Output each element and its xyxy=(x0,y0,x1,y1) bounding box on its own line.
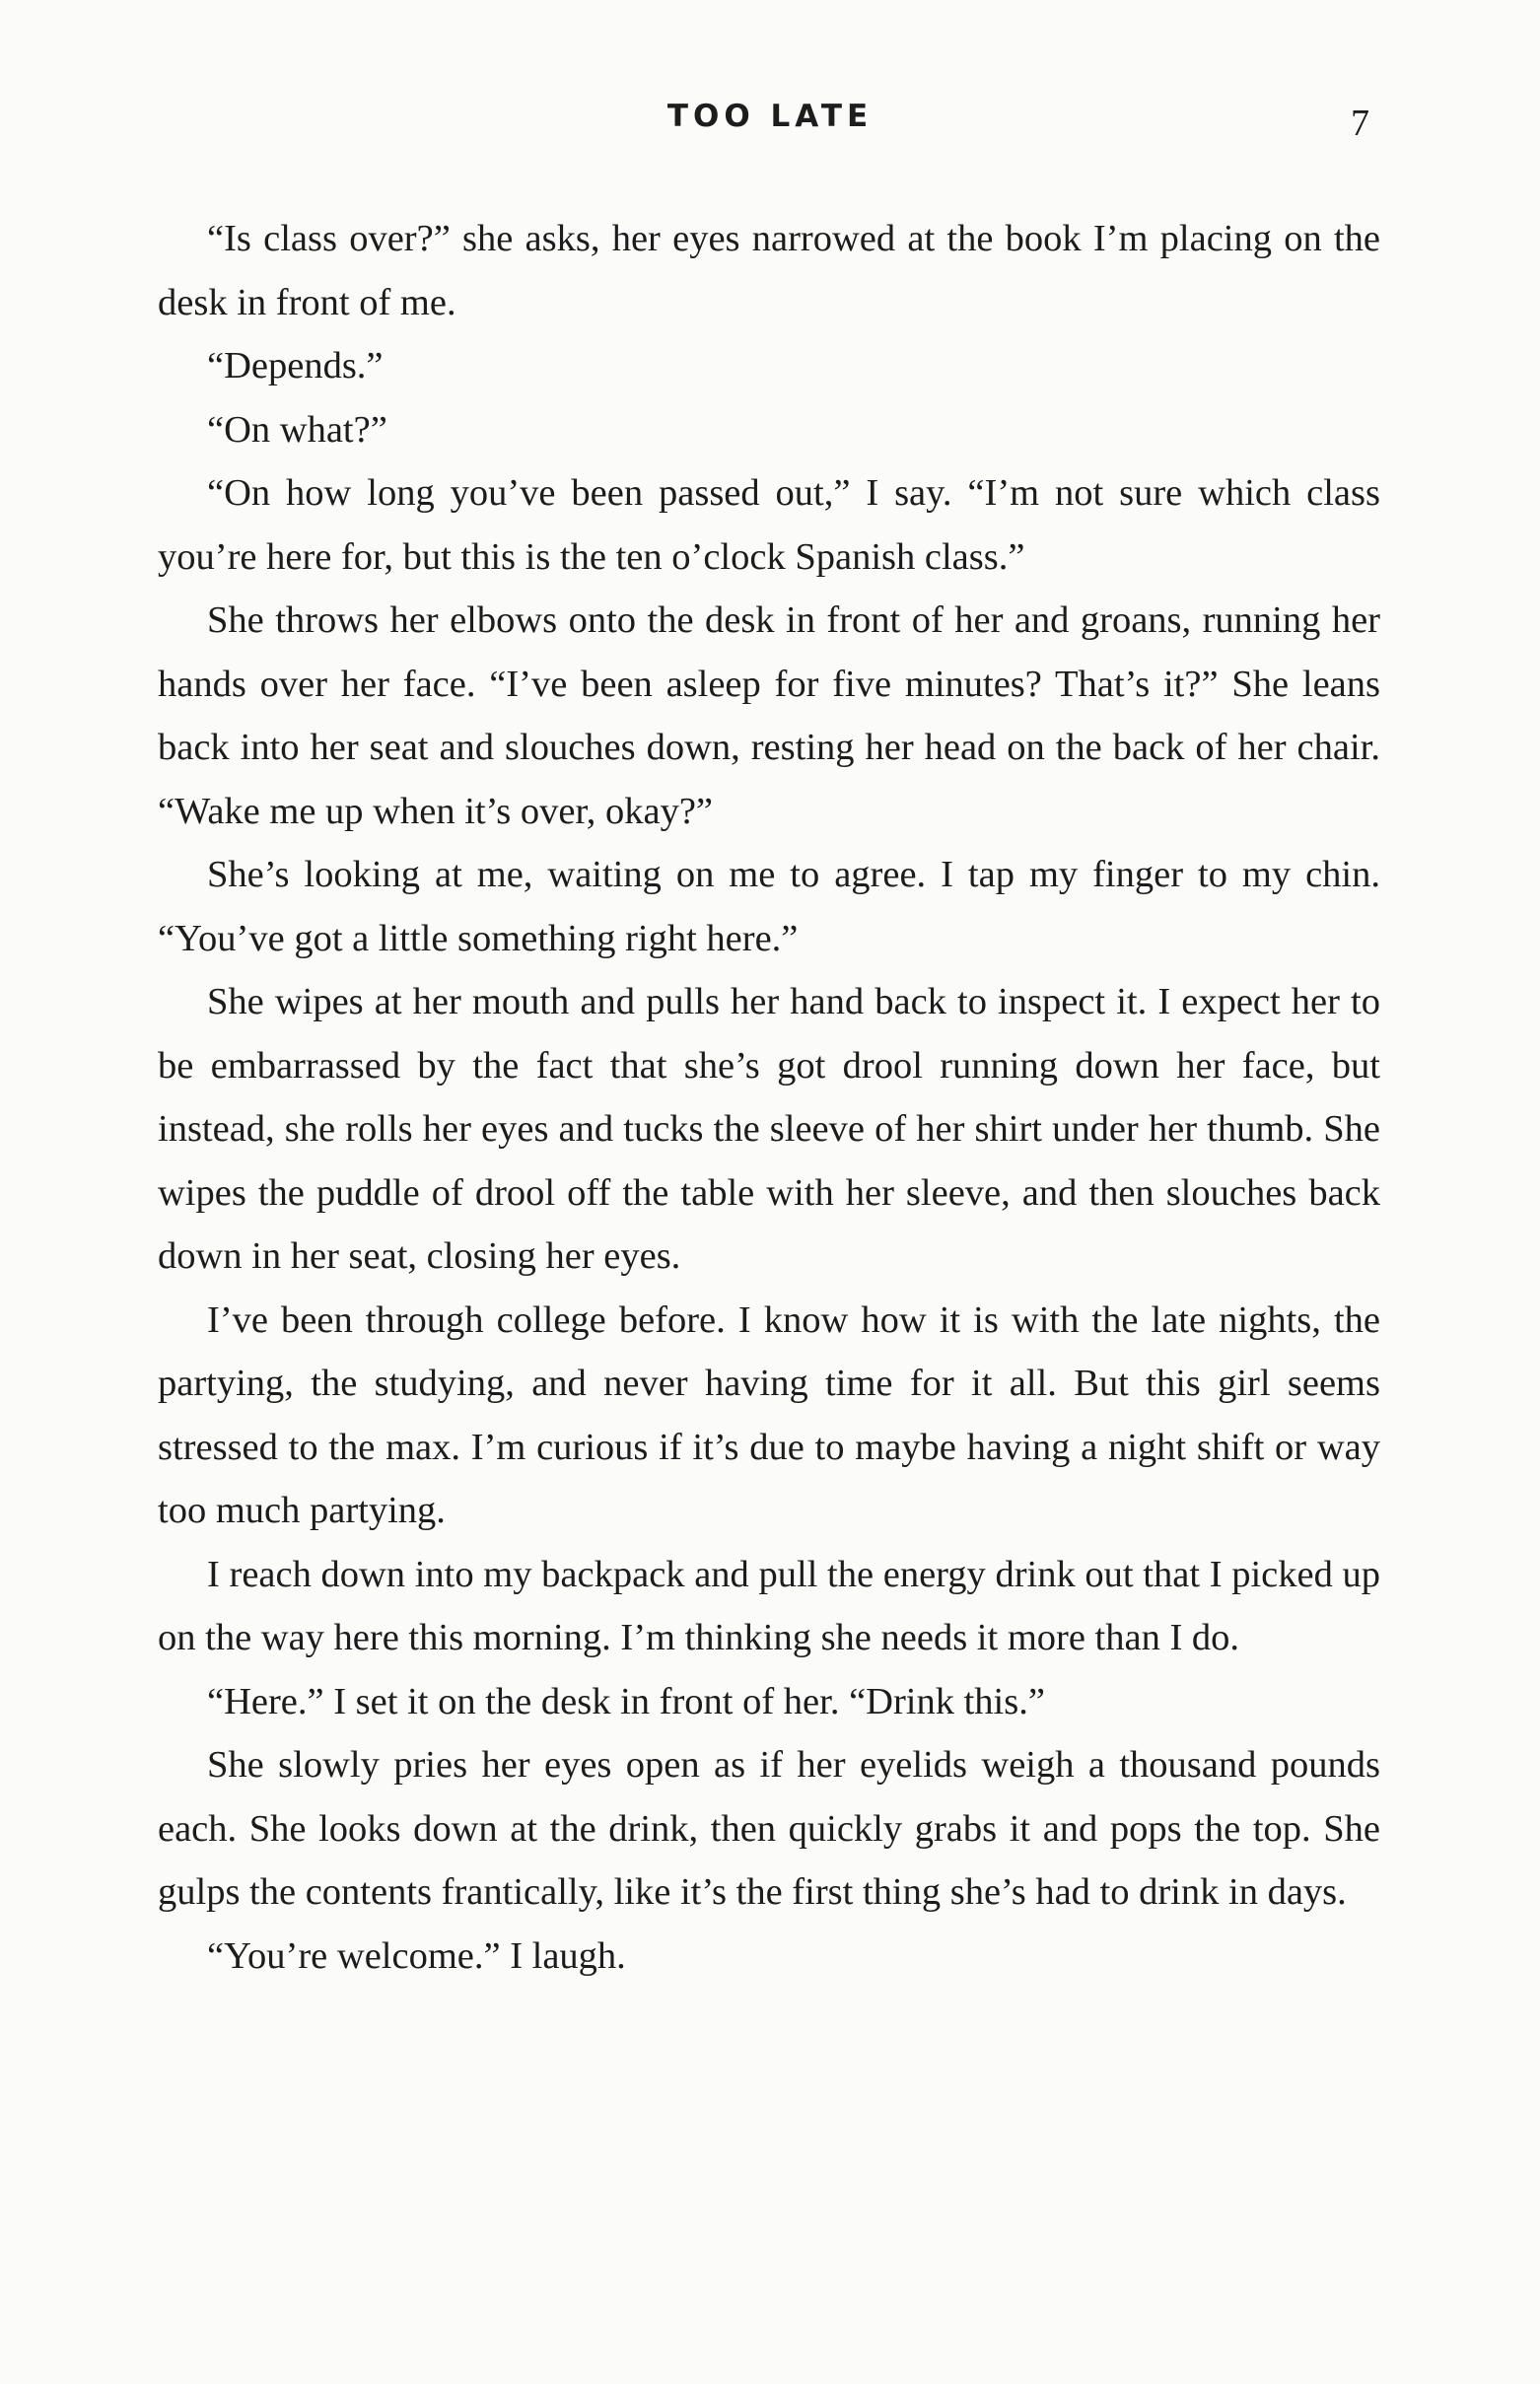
running-head: TOO LATE xyxy=(666,99,874,134)
paragraph: She throws her elbows onto the desk in front of her and groans, running her hands over her face. “I’ve been asleep for five minutes? That’s it?” She leans back into her seat and slouches down, resting her head on the back of her chair. “Wake me up when it’s over, okay?” xyxy=(158,599,1380,832)
paragraph: She slowly pries her eyes open as if her eyelids weigh a thousand pounds each. She looks down at the drink, then quickly grabs it and pops the top. She gulps the contents frantically, like it’s the first thing she’s had to drink in days. xyxy=(158,1744,1380,1913)
paragraph: “Is class over?” she asks, her eyes narrowed at the book I’m placing on the desk in front of me. xyxy=(158,218,1380,323)
paragraph: “On how long you’ve been passed out,” I say. “I’m not sure which class you’re here for, but this is the ten o’clock Spanish class.” xyxy=(158,472,1380,578)
paragraph: I reach down into my backpack and pull the energy drink out that I picked up on the way here this morning. I’m thinking she needs it more than I do. xyxy=(158,1553,1380,1658)
page-number: 7 xyxy=(1351,103,1369,144)
paragraph: “On what?” xyxy=(207,408,387,451)
paragraph: “Here.” I set it on the desk in front of her. “Drink this.” xyxy=(207,1680,1045,1722)
paragraph: “You’re welcome.” I laugh. xyxy=(207,1934,626,1977)
body-text xyxy=(158,207,1380,1988)
paragraph: I’ve been through college before. I know how it is with the late nights, the partying, the studying, and never having time for it all. But this girl seems stressed to the max. I’m curious if it’s due to maybe having a night shift or way too much partying. xyxy=(158,1298,1380,1531)
paragraph: She wipes at her mouth and pulls her hand back to inspect it. I expect her to be embarrassed by the fact that she’s got drool running down her face, but instead, she rolls her eyes and tucks the sleeve of her shirt under her thumb. She wipes the puddle of drool off the table with her sleeve, and then slouches back down in her seat, closing her eyes. xyxy=(158,981,1380,1277)
paragraph: She’s looking at me, waiting on me to agree. I tap my finger to my chin. “You’ve got a little something right here.” xyxy=(158,854,1380,959)
paragraph: “Depends.” xyxy=(207,345,384,386)
